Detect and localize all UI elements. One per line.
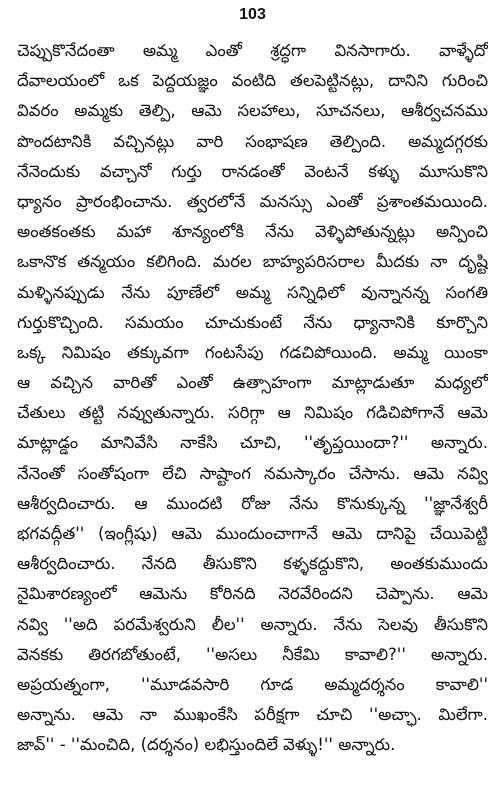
text-line: అప్రయత్నంగా, ''మూడవసారి గూడ అమ్మదర్శనం కావాలి''	[17, 674, 488, 694]
text-line: అన్నాను. ఆమె నా ముఖంకేసి పరీక్షగా చూచి ''అచ్ఛా. మిలేగా.	[17, 705, 488, 725]
page-number: 103	[239, 6, 266, 23]
text-line: ఒక్క నిమిషం తక్కువగా గంటసేపు గడచిపోయింది. అమ్మ యింకా	[17, 342, 488, 362]
text-line: ఆశీర్వదించారు. ఆ ముందటి రోజు నేను కొనుక్కున్న ''జ్ఞానేశ్వరీ	[17, 493, 488, 513]
body-text	[17, 36, 488, 761]
text-line: జావ్'' - ''మంచిది, (దర్శనం) లభిస్తుందిలే వెళ్ళు!'' అన్నారు.	[17, 735, 396, 755]
text-line: ఆశీర్వదించారు. నేనది తీసుకొని కళ్ళకద్దుకొని, అంతకుముందు	[17, 554, 488, 574]
text-line: పొందటానికి వచ్చినట్లు వారి సంభాషణ తెల్పింది. అమ్మదగ్గరకు	[17, 131, 488, 151]
text-line: నైమిశారణ్యంలో ఆమెను కోరినది నెరవేరిందని చెప్పాను. ఆమె	[17, 584, 488, 604]
text-line: అంతకంతకు మహా శూన్యంలోకి నేను వెళ్ళిపోతున్నట్లు అన్పించి	[17, 222, 488, 242]
text-line: చెప్పుకొనేదంతా అమ్మ ఎంతో శ్రద్ధగా వినసాగారు. వాళ్ళేదో	[17, 41, 488, 60]
text-line: ధ్యానం ప్రారంభించాను. త్వరలోనే మనస్సు ఎంతో ప్రశాంతమయింది.	[17, 191, 488, 211]
text-line: వివరం అమ్మకు తెల్పి, ఆమె సలహాలు, సూచనలు, ఆశీర్వచనము	[17, 101, 488, 121]
text-line: మాట్లాడ్డం మానివేసి నాకేసి చూచి, ''తృప్తయిందా?'' అన్నారు.	[17, 433, 488, 453]
text-line: మళ్ళినప్పుడు నేను పూణేలో అమ్మ సన్నిధిలో వున్నానన్న సంగతి	[17, 282, 488, 302]
text-line: గుర్తుకొచ్చింది. సమయం చూచుకుంటే నేను ధ్యానానికి కూర్చొని	[17, 312, 488, 332]
text-line: చేతులు తట్టి నవ్వుతున్నారు. సరిగ్గా ఆ నిమిషం గడిచిపోగానే ఆమె	[17, 403, 488, 423]
text-line: దేవాలయంలో ఒక పెద్దయజ్ఞం వంటిది తలపెట్టినట్లు, దానిని గురించి	[17, 71, 488, 91]
text-line: ఒకానొక తన్మయం కలిగింది. మరల బాహ్యపరిసరాల మీదకు నా దృష్టి	[17, 252, 488, 272]
text-line: నేనెందుకు వచ్చానో గుర్తు రానడంతో వెంటనే కళ్ళు మూసుకొని	[17, 161, 488, 181]
text-line: నేనెంతో సంతోషంగా లేచి సాష్టాంగ నమస్కారం చేసాను. ఆమె నవ్వి	[17, 463, 488, 483]
text-line: వెనకకు తిరగబోతుంటే, ''అసలు నీకేమి కావాలి?'' అన్నారు.	[17, 644, 488, 664]
text-line: భగవద్గీత'' (ఇంగ్లీషు) ఆమె ముందుంచాగానే ఆమె దానిపై చేయిపెట్టి	[17, 524, 488, 543]
text-line: ఆ వచ్చిన వారితో ఎంతో ఉత్సాహంగా మాట్లాడుతూ మధ్యలో	[17, 373, 488, 393]
text-line: నవ్వి ''అది పరమేశ్వరుని లీల'' అన్నారు. నేను సెలవు తీసుకొని	[17, 614, 488, 634]
